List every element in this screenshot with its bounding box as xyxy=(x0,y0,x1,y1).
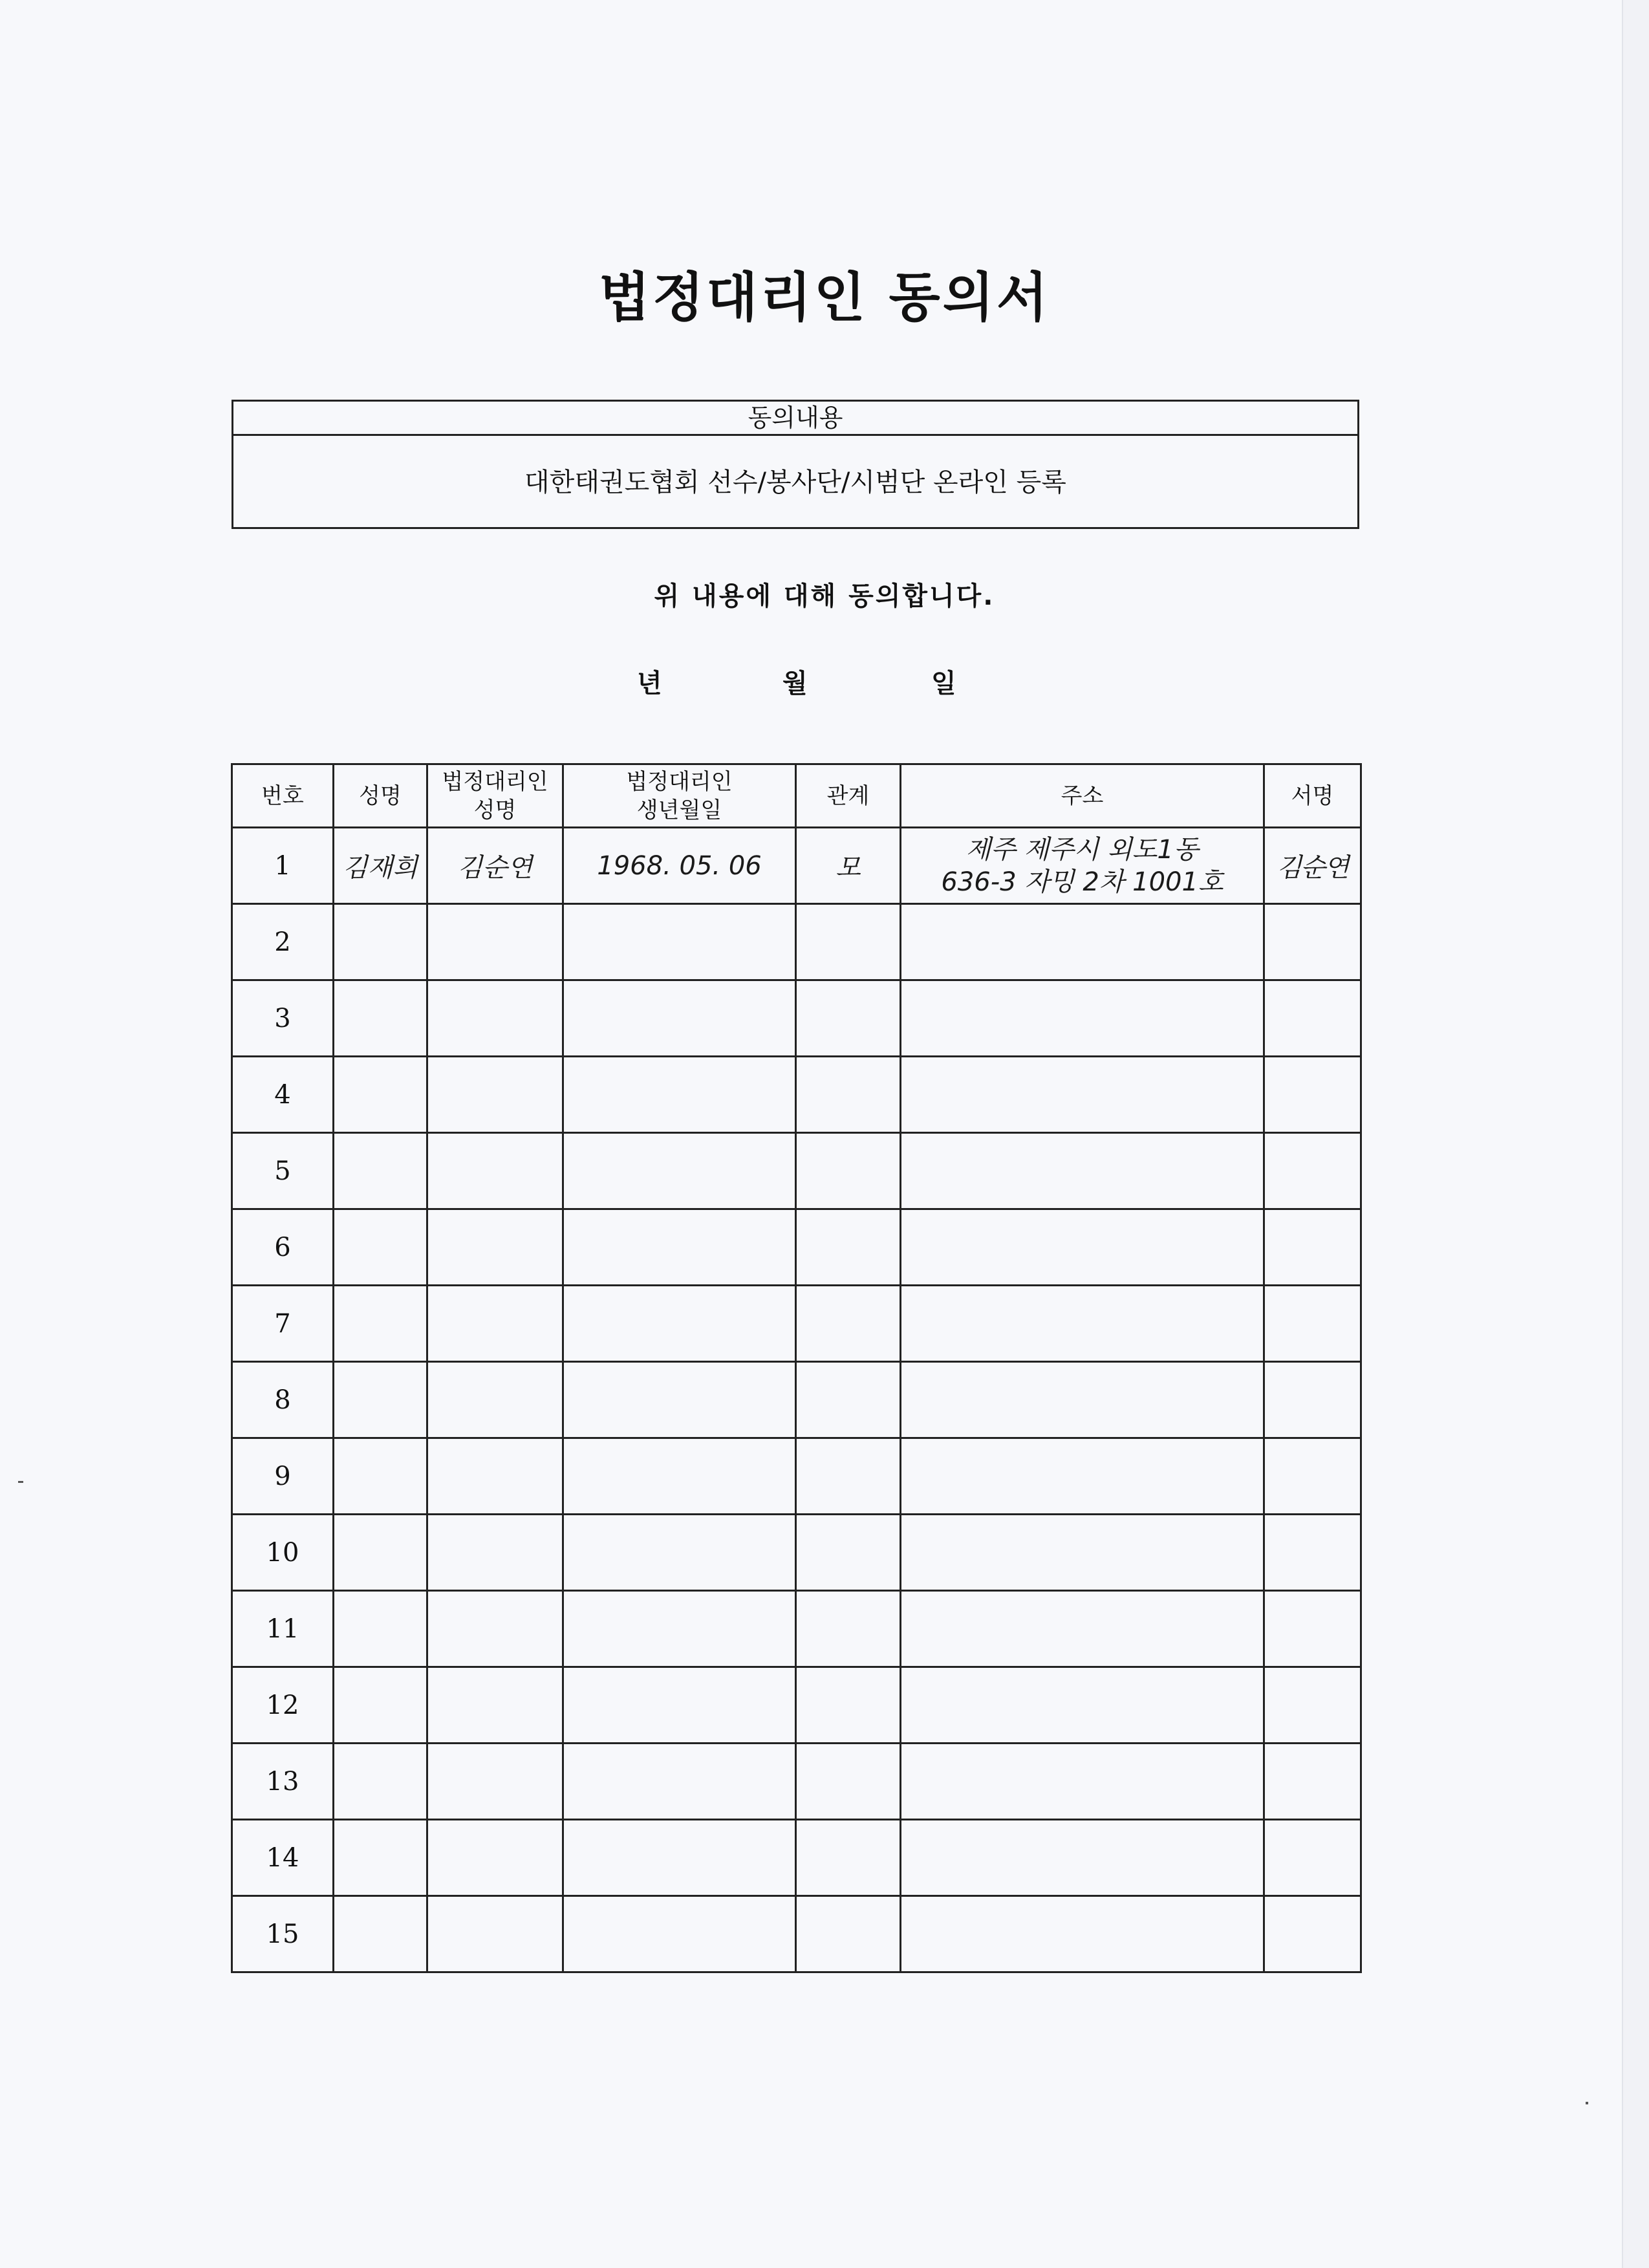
cell-address xyxy=(901,1362,1264,1438)
header-name: 성명 xyxy=(334,764,427,828)
cell-guardian-name xyxy=(427,1057,563,1133)
table-row xyxy=(232,1209,1361,1286)
cell-address xyxy=(901,904,1264,980)
cell-guardian-name xyxy=(427,980,563,1057)
header-relation: 관계 xyxy=(796,764,901,828)
cell-signature xyxy=(1264,1438,1361,1515)
cell-address xyxy=(901,828,1264,904)
cell-no: 3 xyxy=(232,980,334,1057)
cell-guardian-name xyxy=(427,1209,563,1286)
cell-signature: 김순연 xyxy=(1264,828,1361,904)
cell-no: 5 xyxy=(232,1133,334,1209)
cell-guardian-name xyxy=(427,1744,563,1820)
cell-guardian-birth xyxy=(563,1896,796,1972)
table-row xyxy=(232,1133,1361,1209)
cell-relation xyxy=(796,1515,901,1591)
consent-box xyxy=(232,400,1359,529)
cell-name xyxy=(334,1820,427,1896)
cell-name xyxy=(334,1896,427,1972)
cell-guardian-birth xyxy=(563,1438,796,1515)
cell-relation: 모 xyxy=(796,828,901,904)
cell-address xyxy=(901,1515,1264,1591)
cell-relation xyxy=(796,980,901,1057)
cell-no: 14 xyxy=(232,1820,334,1896)
date-month: 월 xyxy=(782,669,808,698)
cell-guardian-birth xyxy=(563,1591,796,1667)
cell-address-line-1: 제주 제주시 외도1동 xyxy=(965,834,1199,865)
cell-signature xyxy=(1264,1591,1361,1667)
cell-name xyxy=(334,1362,427,1438)
cell-guardian-birth xyxy=(563,980,796,1057)
cell-guardian-name xyxy=(427,1591,563,1667)
cell-address xyxy=(901,1057,1264,1133)
cell-signature xyxy=(1264,1057,1361,1133)
table-row xyxy=(232,1667,1361,1744)
cell-signature xyxy=(1264,980,1361,1057)
date-day: 일 xyxy=(931,669,956,698)
cell-address xyxy=(901,1209,1264,1286)
cell-name xyxy=(334,980,427,1057)
cell-guardian-name xyxy=(427,1362,563,1438)
cell-guardian-name xyxy=(427,1438,563,1515)
cell-guardian-name xyxy=(427,904,563,980)
cell-name xyxy=(334,904,427,980)
cell-guardian-birth xyxy=(563,1133,796,1209)
cell-guardian-birth xyxy=(563,1057,796,1133)
cell-guardian-birth xyxy=(563,1744,796,1820)
cell-relation xyxy=(796,1820,901,1896)
cell-relation xyxy=(796,1896,901,1972)
cell-relation xyxy=(796,1133,901,1209)
cell-name xyxy=(334,1515,427,1591)
cell-address xyxy=(901,1820,1264,1896)
cell-no: 10 xyxy=(232,1515,334,1591)
cell-relation xyxy=(796,1591,901,1667)
cell-signature xyxy=(1264,1362,1361,1438)
consent-header: 동의내용 xyxy=(233,402,1357,436)
cell-guardian-name xyxy=(427,1286,563,1362)
cell-guardian-name xyxy=(427,1515,563,1591)
table-row xyxy=(232,1438,1361,1515)
cell-no: 4 xyxy=(232,1057,334,1133)
cell-signature xyxy=(1264,1209,1361,1286)
cell-relation xyxy=(796,904,901,980)
table-row xyxy=(232,1896,1361,1972)
cell-signature xyxy=(1264,1744,1361,1820)
table-row xyxy=(232,1057,1361,1133)
table-row xyxy=(232,1591,1361,1667)
cell-relation xyxy=(796,1744,901,1820)
cell-guardian-birth xyxy=(563,1515,796,1591)
table-row xyxy=(232,1362,1361,1438)
header-guardian-birth-line2: 생년월일 xyxy=(636,797,722,823)
cell-address xyxy=(901,1438,1264,1515)
consent-body: 대한태권도협회 선수/봉사단/시범단 온라인 등록 xyxy=(524,468,1066,497)
cell-address xyxy=(901,1896,1264,1972)
cell-name xyxy=(334,1209,427,1286)
cell-address xyxy=(901,1286,1264,1362)
cell-guardian-birth: 1968. 05. 06 xyxy=(563,828,796,904)
page-edge xyxy=(1622,0,1649,2268)
table-row xyxy=(232,980,1361,1057)
date-year: 년 xyxy=(637,669,662,698)
cell-guardian-name xyxy=(427,1820,563,1896)
cell-guardian-birth xyxy=(563,1362,796,1438)
cell-guardian-birth xyxy=(563,1820,796,1896)
cell-relation xyxy=(796,1667,901,1744)
cell-guardian-name xyxy=(427,1133,563,1209)
cell-relation xyxy=(796,1286,901,1362)
cell-address xyxy=(901,1133,1264,1209)
cell-signature xyxy=(1264,1667,1361,1744)
header-guardian-birth-line1: 법정대리인 xyxy=(626,768,733,795)
cell-name xyxy=(334,1744,427,1820)
header-guardian-name xyxy=(427,764,563,828)
cell-no: 6 xyxy=(232,1209,334,1286)
cell-signature xyxy=(1264,1515,1361,1591)
cell-signature xyxy=(1264,904,1361,980)
table-row xyxy=(232,1744,1361,1820)
cell-no: 12 xyxy=(232,1667,334,1744)
cell-address xyxy=(901,1591,1264,1667)
agree-statement: 위 내용에 대해 동의합니다. xyxy=(654,581,995,611)
cell-name xyxy=(334,1667,427,1744)
cell-no: 9 xyxy=(232,1438,334,1515)
cell-no: 7 xyxy=(232,1286,334,1362)
cell-name xyxy=(334,1133,427,1209)
cell-relation xyxy=(796,1057,901,1133)
cell-no: 1 xyxy=(232,828,334,904)
cell-guardian-birth xyxy=(563,904,796,980)
cell-name xyxy=(334,1286,427,1362)
table-header-row xyxy=(232,764,1361,828)
cell-signature xyxy=(1264,1896,1361,1972)
cell-guardian-name xyxy=(427,1896,563,1972)
cell-signature xyxy=(1264,1133,1361,1209)
cell-no: 13 xyxy=(232,1744,334,1820)
document-title: 법정대리인 동의서 xyxy=(598,267,1051,329)
header-signature: 서명 xyxy=(1264,764,1361,828)
cell-guardian-birth xyxy=(563,1209,796,1286)
table-row xyxy=(232,1286,1361,1362)
cell-no: 15 xyxy=(232,1896,334,1972)
table-row xyxy=(232,828,1361,904)
cell-signature xyxy=(1264,1286,1361,1362)
cell-guardian-birth xyxy=(563,1286,796,1362)
cell-address xyxy=(901,1744,1264,1820)
table-row xyxy=(232,904,1361,980)
cell-name xyxy=(334,1057,427,1133)
cell-address-line-2: 636-3 자밍 2차 1001호 xyxy=(941,867,1223,897)
cell-relation xyxy=(796,1362,901,1438)
guardian-table xyxy=(231,763,1362,1973)
header-guardian-name-line1: 법정대리인 xyxy=(442,768,548,795)
cell-guardian-name: 김순연 xyxy=(427,828,563,904)
cell-name xyxy=(334,1591,427,1667)
cell-signature xyxy=(1264,1820,1361,1896)
cell-address xyxy=(901,1667,1264,1744)
table-row xyxy=(232,1820,1361,1896)
cell-guardian-birth xyxy=(563,1667,796,1744)
scan-speck xyxy=(18,1481,23,1483)
cell-address xyxy=(901,980,1264,1057)
scan-speck xyxy=(1586,2102,1588,2104)
header-guardian-name-line2: 성명 xyxy=(473,797,517,823)
header-address: 주소 xyxy=(901,764,1264,828)
table-row xyxy=(232,1515,1361,1591)
cell-no: 11 xyxy=(232,1591,334,1667)
cell-relation xyxy=(796,1209,901,1286)
cell-name: 김재희 xyxy=(334,828,427,904)
header-guardian-birth xyxy=(563,764,796,828)
cell-guardian-name xyxy=(427,1667,563,1744)
cell-name xyxy=(334,1438,427,1515)
cell-no: 8 xyxy=(232,1362,334,1438)
cell-no: 2 xyxy=(232,904,334,980)
cell-relation xyxy=(796,1438,901,1515)
header-no: 번호 xyxy=(232,764,334,828)
